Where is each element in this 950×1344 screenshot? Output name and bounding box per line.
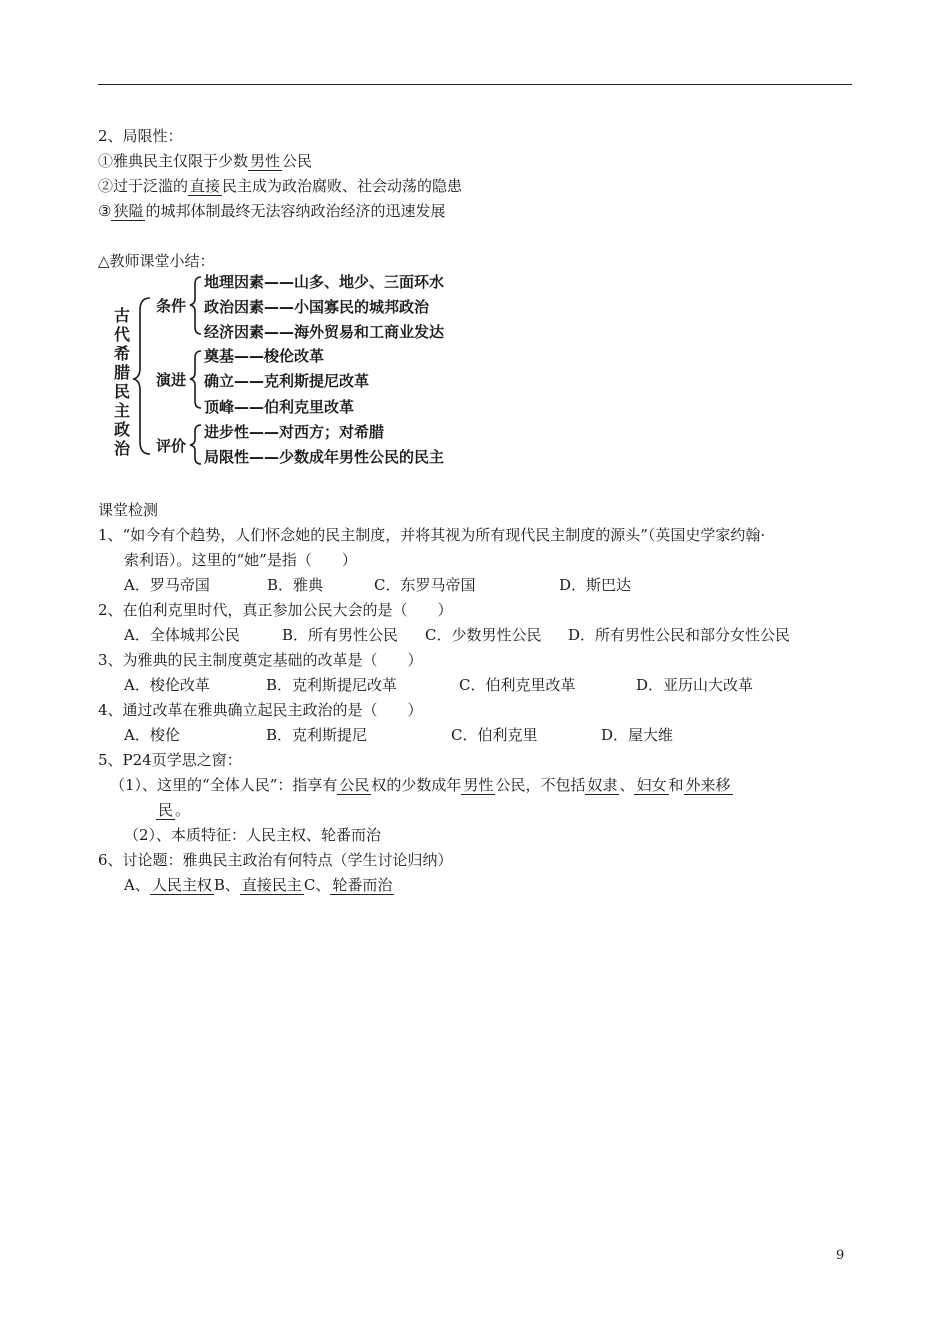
question-4: 4、通过改革在雅典确立起民主政治的是（ ） xyxy=(98,701,423,719)
blank-answer: 直接民主 xyxy=(241,876,302,894)
option: B．克利斯提尼改革 xyxy=(266,676,398,694)
blank-answer: 人民主权 xyxy=(151,876,212,894)
option: A．梭伦 xyxy=(124,726,180,744)
question-3-options xyxy=(124,675,753,695)
option: D．屋大维 xyxy=(601,726,674,744)
option: D．斯巴达 xyxy=(559,576,632,594)
option: C．伯利克里 xyxy=(451,726,538,744)
category-evaluation: 评价 xyxy=(156,437,187,455)
option: A．全体城邦公民 xyxy=(124,626,240,644)
blank-answer: 狭隘 xyxy=(113,202,144,220)
question-5: 5、P24页学思之窗： xyxy=(98,751,242,769)
question-5-part-1-cont: 民 。 xyxy=(158,801,191,819)
limit-line-2: ②过于泛滥的 直接 民主成为政治腐败、社会动荡的隐患 xyxy=(98,177,463,195)
check-heading: 课堂检测 xyxy=(98,501,159,519)
option: C．东罗马帝国 xyxy=(374,576,476,594)
blank-answer: 妇女 xyxy=(636,776,667,794)
summary-root-label: 古 代 希 腊 民 主 政 治 xyxy=(113,306,130,458)
blank-answer: 奴隶 xyxy=(587,776,618,794)
question-5-part-1: （1）、这里的“全体人民”：指享有 公民 权的少数成年 男性 公民，不包括 奴隶 、 妇女 和 外来移 xyxy=(110,776,731,794)
page-number: 9 xyxy=(836,1248,845,1263)
summary-item: 确立——克利斯提尼改革 xyxy=(204,372,370,390)
question-3: 3、为雅典的民主制度奠定基础的改革是（ ） xyxy=(98,651,423,669)
summary-item: 奠基——梭伦改革 xyxy=(204,347,325,365)
question-5-part-2: （2）、本质特征：人民主权、轮番而治 xyxy=(124,826,382,844)
option: D．亚历山大改革 xyxy=(636,676,754,694)
option: C．伯利克里改革 xyxy=(459,676,576,694)
blank-answer: 男性 xyxy=(463,776,494,794)
blank-answer: 男性 xyxy=(250,152,281,170)
summary-item: 地理因素——山多、地少、三面环水 xyxy=(204,273,445,291)
option: B．雅典 xyxy=(267,576,324,594)
blank-answer: 直接 xyxy=(190,177,221,195)
blank-answer: 外来移 xyxy=(685,776,731,794)
option: B．所有男性公民 xyxy=(282,626,399,644)
question-1-options xyxy=(124,575,631,595)
option: A．罗马帝国 xyxy=(124,576,210,594)
question-1-cont: 索利语）。这里的“她”是指（ ） xyxy=(124,551,357,569)
summary-item: 顶峰——伯利克里改革 xyxy=(204,398,355,416)
blank-answer: 民 xyxy=(158,801,174,819)
option: B．克利斯提尼 xyxy=(266,726,368,744)
option: C．少数男性公民 xyxy=(425,626,542,644)
option: A．梭伦改革 xyxy=(124,676,210,694)
limit-line-3: ③ 狭隘 的城邦体制最终无法容纳政治经济的迅速发展 xyxy=(98,202,446,220)
summary-item: 政治因素——小国寡民的城邦政治 xyxy=(204,298,430,316)
question-2-options xyxy=(124,625,790,645)
question-1: 1、“如今有个趋势，人们怀念她的民主制度，并将其视为所有现代民主制度的源头”（英国史学家约翰· xyxy=(98,526,766,544)
question-6: 6、讨论题：雅典民主政治有何特点（学生讨论归纳） xyxy=(98,851,453,869)
option: D．所有男性公民和部分女性公民 xyxy=(568,626,791,644)
summary-item: 经济因素——海外贸易和工商业发达 xyxy=(204,323,445,341)
question-2: 2、在伯利克里时代，真正参加公民大会的是（ ） xyxy=(98,601,453,619)
summary-heading: △教师课堂小结： xyxy=(98,252,215,270)
summary-item: 进步性——对西方；对希腊 xyxy=(204,423,385,441)
question-4-options xyxy=(124,725,673,745)
summary-item: 局限性——少数成年男性公民的民主 xyxy=(204,448,445,466)
limits-heading: 2、局限性： xyxy=(98,127,183,145)
question-6-answers: A、 人民主权 B、 直接民主 C、 轮番而治 xyxy=(124,876,393,894)
limit-line-1: ①雅典民主仅限于少数 男性 公民 xyxy=(98,152,313,170)
blank-answer: 轮番而治 xyxy=(332,876,393,894)
blank-answer: 公民 xyxy=(339,776,370,794)
category-evolution: 演进 xyxy=(156,371,187,389)
category-conditions: 条件 xyxy=(156,297,187,315)
